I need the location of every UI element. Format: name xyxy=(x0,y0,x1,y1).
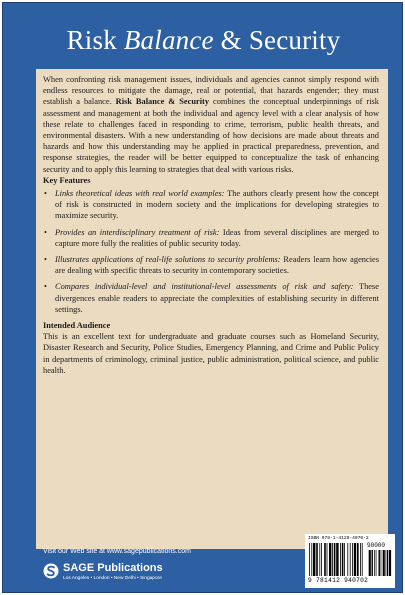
feature-text: Ideas from several disciplines are merged to capture more fully the realities of public security today. xyxy=(55,227,379,248)
title-balance: Balance xyxy=(123,25,214,55)
feature-lead: Compares individual-level and institutional-level assessments of risk and safety: xyxy=(55,282,354,292)
description-panel xyxy=(36,69,388,549)
title-security: & Security xyxy=(213,25,341,55)
intro-text-after: combines the conceptual underpinnings of risk assessment and management at both the individual and agency level with a clear analysis of how these relate to challenges faced in responding to crime, terrorism, public health threats, and environmental disasters. With a new understanding of how decisions are made about threats and hazards and how this understanding may be applied in practical preparedness, prevention, and response strategies, the reader will be better equipped to conceptualize the task of enhancing security and to apply this learning to strategies that deal with various risks. xyxy=(43,97,379,174)
bullet-icon: • xyxy=(44,189,47,199)
price-code: 90000 xyxy=(367,542,386,549)
sage-logo-icon xyxy=(43,563,59,579)
bullet-icon: • xyxy=(44,282,47,292)
barcode-icon xyxy=(308,543,392,577)
publisher-cities: Los Angeles • London • New Delhi • Singapore xyxy=(63,576,162,581)
feature-item xyxy=(43,281,379,315)
feature-text: The authors clearly present how the concept of risk is constructed in modern society and the implications for developing strategies to maximize security. xyxy=(55,189,380,221)
feature-lead: Links theoretical ideas with real world examples: xyxy=(55,189,225,199)
publisher-name: SAGE Publications xyxy=(63,562,163,574)
feature-item xyxy=(43,254,379,276)
bullet-icon: • xyxy=(44,255,47,265)
title-risk: Risk xyxy=(66,25,124,55)
key-features-heading: Key Features xyxy=(43,175,91,185)
isbn-label: ISBN 978-1-4129-4070-2 xyxy=(308,536,369,541)
intro-paragraph xyxy=(43,74,379,175)
intended-audience-heading: Intended Audience xyxy=(43,321,111,331)
website-link[interactable]: Visit our Web site at www.sagepublications.com xyxy=(43,548,191,555)
publisher-logo xyxy=(43,560,173,588)
feature-text: These divergences enable readers to appreciate the complexities of establishing security in different settings. xyxy=(55,282,379,314)
barcode-box xyxy=(305,534,395,588)
key-features-list xyxy=(43,188,379,315)
barcode-number: 9 781412 940702 xyxy=(308,577,369,584)
feature-item xyxy=(43,188,379,222)
book-back-cover xyxy=(2,2,403,593)
feature-item xyxy=(43,227,379,249)
feature-text: Readers learn how agencies are dealing with specific threats to security in contemporary societies. xyxy=(55,255,379,276)
feature-lead: Illustrates applications of real-life solutions to security problems: xyxy=(55,255,281,265)
book-title xyxy=(3,25,403,56)
bullet-icon: • xyxy=(44,227,47,237)
intro-text-before: When confronting risk management issues, individuals and agencies cannot simply respond with endless resources to mitigate the damage, real or potential, that hazards engender; they must establish a balance. xyxy=(43,75,379,107)
intended-audience-text: This is an excellent text for undergraduate and graduate courses such as Homeland Security, Disaster Research and Security, Police Studies, Emergency Planning, and Crime and Public Policy in departments of criminology, criminal justice, public administration, political science, and public health. xyxy=(43,332,379,375)
intro-book-title: Risk Balance & Security xyxy=(115,97,210,107)
feature-lead: Provides an interdisciplinary treatment of risk: xyxy=(55,227,220,237)
